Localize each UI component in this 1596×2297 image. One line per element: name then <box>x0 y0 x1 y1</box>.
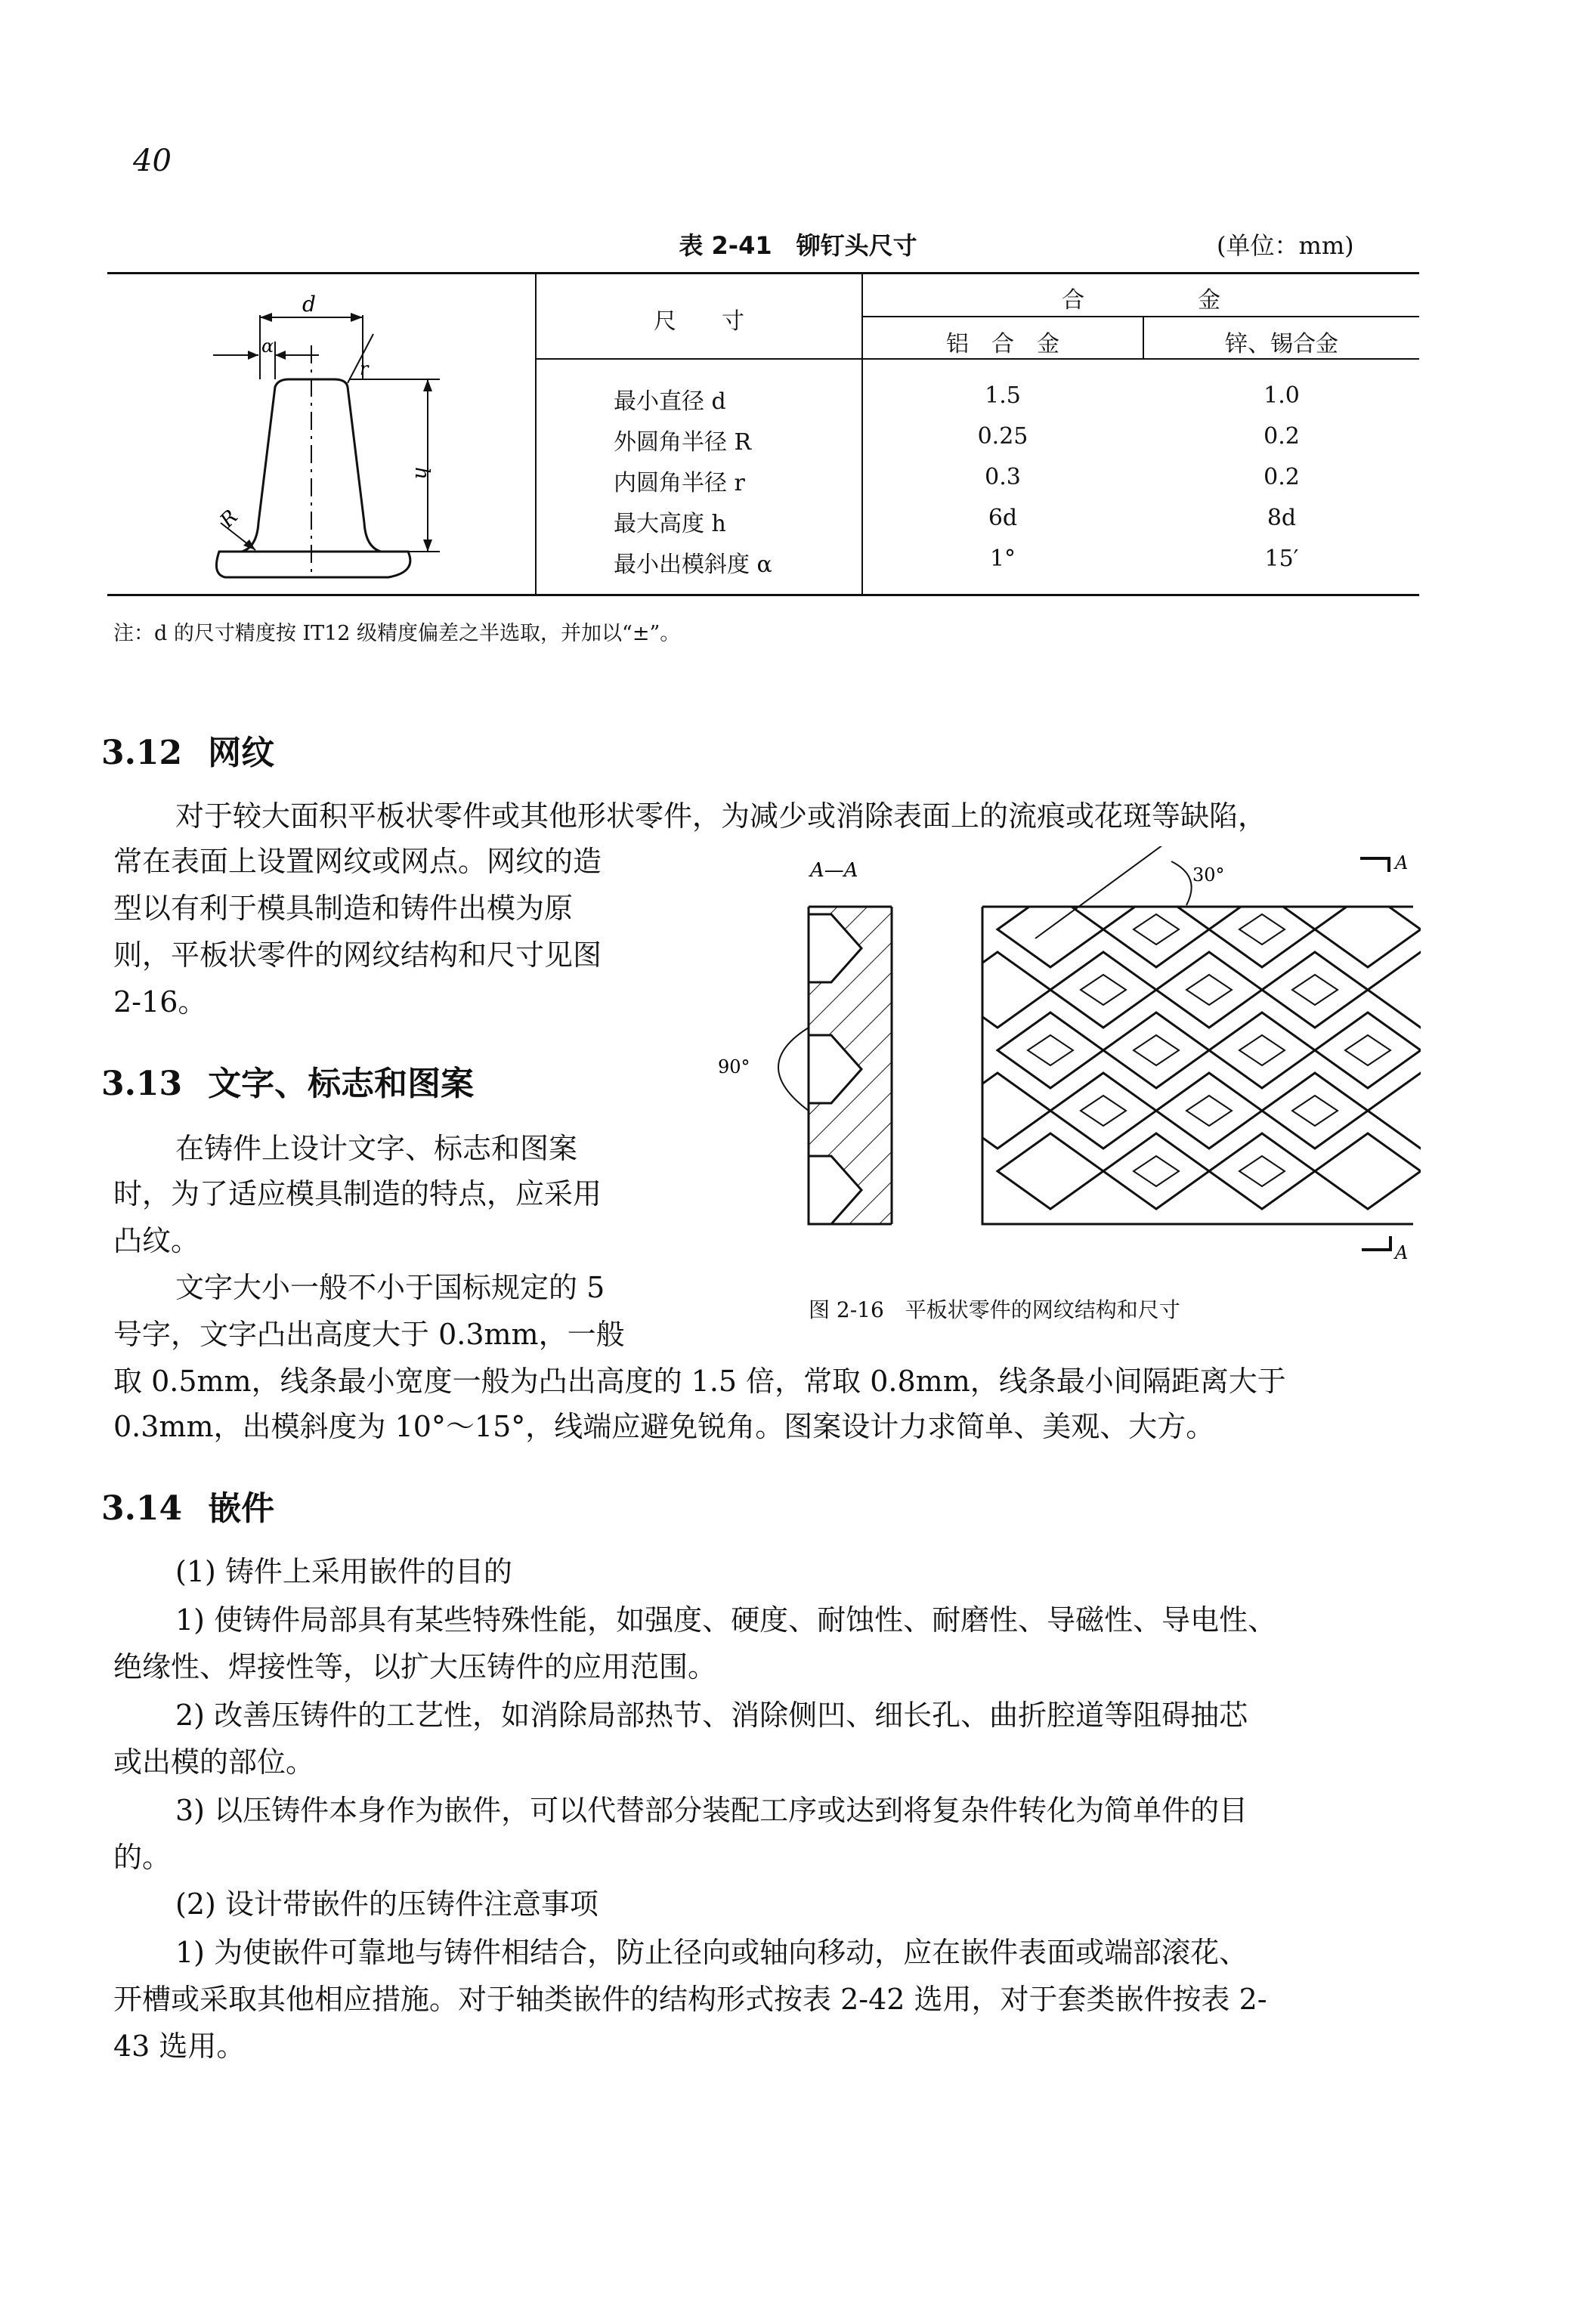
figure-caption: 图 2-16 平板状零件的网纹结构和尺寸 <box>809 1297 1180 1322</box>
header-zinc-tin: 锌、锡合金 <box>1225 331 1338 357</box>
table-row-al: 0.3 <box>985 464 1021 490</box>
rivet-head-diagram <box>107 274 535 594</box>
table-row-name: 最小出模斜度 α <box>614 552 772 578</box>
paragraph-line: 2) 改善压铸件的工艺性，如消除局部热节、消除侧凹、细长孔、曲折腔道等阻碍抽芯 <box>175 1699 1248 1732</box>
plan-view <box>945 846 1428 1263</box>
table-header-mid-rule <box>863 316 1419 317</box>
paragraph-line: 0.3mm，出模斜度为 10°～15°，线端应避免锐角。图案设计力求简单、美观、大方。 <box>113 1410 1215 1443</box>
table-row-name: 最小直径 d <box>614 388 726 415</box>
section-heading-3-13 <box>101 1056 474 1105</box>
section-label: A—A <box>810 859 858 882</box>
section-number: 3.13 <box>101 1065 183 1103</box>
table-row-al: 1° <box>989 546 1016 572</box>
paragraph-line: 型以有利于模具制造和铸件出模为原 <box>113 892 574 925</box>
table-row-name: 外圆角半径 R <box>614 429 752 456</box>
paragraph-line: 则，平板状零件的网纹结构和尺寸见图 <box>113 938 602 972</box>
angle-90-label: 90° <box>718 1056 750 1077</box>
table-row-name: 最大高度 h <box>614 511 726 537</box>
page-number: 40 <box>133 144 172 178</box>
section-mark-bottom: A <box>1395 1242 1409 1263</box>
header-size: 尺 寸 <box>654 308 744 335</box>
paragraph-line: 43 选用。 <box>113 2030 246 2063</box>
header-alloy: 合 金 <box>1062 287 1220 314</box>
paragraph-line: 对于较大面积平板状零件或其他形状零件，为减少或消除表面上的流痕或花斑等缺陷， <box>175 799 1267 833</box>
section-number: 3.12 <box>101 734 183 772</box>
table-row-zn: 1.0 <box>1264 382 1300 409</box>
label-d: d <box>302 292 316 317</box>
paragraph-line: 的。 <box>113 1841 172 1874</box>
section-mark-top: A <box>1395 852 1409 873</box>
table-unit: (单位：mm) <box>1217 231 1354 260</box>
paragraph-line: 时，为了适应模具制造的特点，应采用 <box>113 1177 602 1210</box>
paragraph-line: (1) 铸件上采用嵌件的目的 <box>175 1555 512 1588</box>
mesh-pattern-figure <box>718 846 1428 1269</box>
label-alpha: α <box>261 335 274 357</box>
section-heading-3-14 <box>101 1481 274 1529</box>
paragraph-line: 1) 使铸件局部具有某些特殊性能，如强度、硬度、耐蚀性、耐磨性、导磁性、导电性、 <box>175 1603 1277 1637</box>
table-row-al: 1.5 <box>985 382 1021 409</box>
table-row-zn: 0.2 <box>1264 423 1300 450</box>
label-r: r <box>360 358 369 379</box>
paragraph-line: 在铸件上设计文字、标志和图案 <box>175 1132 578 1165</box>
table-note: 注：d 的尺寸精度按 IT12 级精度偏差之半选取，并加以“±”。 <box>113 622 681 645</box>
section-title: 网纹 <box>208 734 275 772</box>
paragraph-line: 或出模的部位。 <box>113 1745 315 1779</box>
label-h: h <box>410 467 433 480</box>
table-row-al: 0.25 <box>977 423 1028 450</box>
table-row-al: 6d <box>988 505 1018 531</box>
paragraph-line: 1) 为使嵌件可靠地与铸件相结合，防止径向或轴向移动，应在嵌件表面或端部滚花、 <box>175 1936 1248 1969</box>
section-heading-3-12 <box>101 725 274 774</box>
table-header-rule <box>537 358 1419 360</box>
paragraph-line: 凸纹。 <box>113 1224 200 1257</box>
paragraph-line: 取 0.5mm，线条最小宽度一般为凸出高度的 1.5 倍，常取 0.8mm，线条最小间隔距离大于 <box>113 1365 1286 1398</box>
angle-30-label: 30° <box>1192 864 1225 886</box>
header-aluminum: 铝 合 金 <box>946 331 1059 357</box>
paragraph-line: 2-16。 <box>113 985 207 1019</box>
label-R: R <box>215 505 243 533</box>
paragraph-line: (2) 设计带嵌件的压铸件注意事项 <box>175 1887 598 1921</box>
section-title: 文字、标志和图案 <box>208 1065 475 1103</box>
paragraph-line: 文字大小一般不小于国标规定的 5 <box>175 1271 605 1304</box>
table-bottom-rule <box>107 594 1419 596</box>
table-row-zn: 15′ <box>1264 546 1299 572</box>
table-row-zn: 0.2 <box>1264 464 1300 490</box>
paragraph-line: 号字，文字凸出高度大于 0.3mm，一般 <box>113 1318 625 1351</box>
table-title: 表 2-41 铆钉头尺寸 <box>679 231 917 260</box>
section-number: 3.14 <box>101 1489 183 1528</box>
paragraph-line: 常在表面上设置网纹或网点。网纹的造 <box>113 845 602 878</box>
table-row-name: 内圆角半径 r <box>614 470 745 496</box>
table-row-zn: 8d <box>1267 505 1297 531</box>
section-view <box>718 907 892 1224</box>
paragraph-line: 3) 以压铸件本身作为嵌件，可以代替部分装配工序或达到将复杂件转化为简单件的目 <box>175 1794 1248 1827</box>
paragraph-line: 绝缘性、焊接性等，以扩大压铸件的应用范围。 <box>113 1650 717 1683</box>
paragraph-line: 开槽或采取其他相应措施。对于轴类嵌件的结构形式按表 2-42 选用，对于套类嵌件按表 2- <box>113 1983 1267 2016</box>
section-title: 嵌件 <box>208 1489 275 1528</box>
